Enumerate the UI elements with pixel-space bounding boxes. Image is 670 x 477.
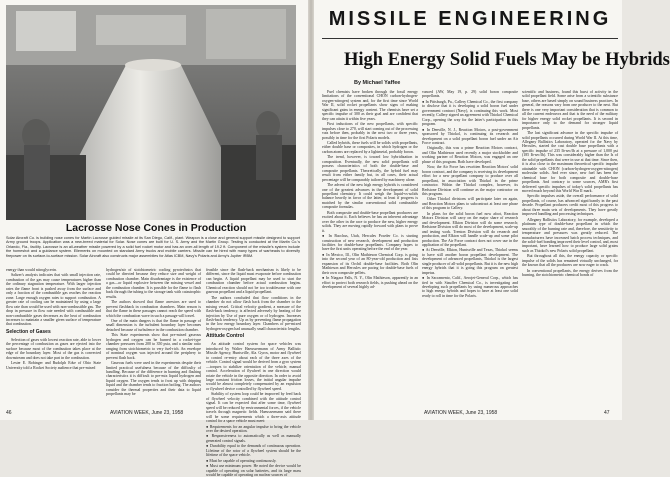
paragraph: Selection of gases with lowest reaction rate, able to lower the percentage of combustion as gases are ejected into the surface because most of the combustion takes place at the edge of the boundary layer. Most of the gas is convected downstream and does not take part in the combustion. [6, 337, 101, 360]
bullet-item: ● Requirements for an angular impulse to bring the vehicle over the desired operation. [206, 424, 301, 433]
bullet-item: ● Must use minimum power. He noted the device would be capable of operating on solar batteries, and its large mass would be capable of operating on nuclear sources of [206, 464, 301, 477]
bullet-item: ● In Mexico, Ill., Olin Mathieson Chemical Corp. is going into the second year of an 80-year-old production and lists expansion of its Orchil double-base facilities. Both Olin Mathieson and Hercules are pacing for double-base fuels of their own composite pellets. [322, 252, 418, 275]
subheading: Attitude Control [206, 333, 245, 340]
left-page [0, 0, 308, 477]
paragraph: Saltzer's analysis indicates that with small injection rate, combustion of the gas may cause temperatures higher than the ordinary stagnation temperature. With larger injection rates the flame front is pushed away from the surface and only a fraction of the combustible gas reaches the reaction zone. Large enough oxygen rates to support combustion. A greater rate of cooling can be maintained by using a large flow rate than would be used with non-combustible gas. The drop in pressure in flow rate needed with combustible and non-combustible gases decreases as the heat of combustion increases to maintain a smaller given surface of temperature that combustion. [6, 273, 101, 327]
paragraph: The authors showed that flame arrestors are used to prevent flashback in combustion chambers. Main reason is that the flame in these passages cannot reach the speed with which the combustion wave in such a passage will travel. [106, 300, 201, 318]
page-number: 46 [6, 410, 12, 416]
paragraph: This State experiments show that pre-mixed gaseous hydrogen and oxygen can be burned in a rocket-type chamber pressures from 200 to 350 psia, and a similar ratio ranging from stoichiometric to very fuel-rich. An envelope of nominal oxygen was injected around the periphery to prevent flash back. [106, 333, 201, 360]
paragraph: vanced (AW, May 19, p. 29) solid boron composite propellants. [422, 90, 518, 99]
paragraph: In plans for the solid boron fuel now afoot, Reaction Motors Division will carry on the major share of research and development. Elkton Division will do some research; Redstone Division will do most of the development, scale-up and testing work. Trenton Division will do research and production, and Elkton will handle scale-up and some pilot production. The Air Force contract does not cover use in the application of the propellant. [422, 211, 518, 247]
photo-caption-title: Lacrosse Nose Cones in Production [65, 222, 247, 234]
paragraph: Now, the Air Force has rewritten Reaction Motors' solid boron contract, and the company is receiving its development effort for a new propellant company to produce over all propellant, in association with Thiokol in the prime contractor. Within the Thiokol complex, however, its Redstone Division will continue as the major contractor on this program. [422, 165, 518, 196]
bullet-item: ● In Niagara Falls, N. Y., Olin Mathieson, apparently in an effort to protect both research fields, is pushing ahead on the development of several highly ad- [322, 276, 418, 290]
page-number: 47 [604, 410, 610, 416]
page-footer: AVIATION WEEK, June 23, 1958 [424, 410, 498, 416]
paragraph: energy than would nitroglycerin. [6, 268, 57, 272]
paragraph: Gaseous fuels were used in the experiments despite their limited practical usefulness because of the difficulty of handling. Because of the difference in burning and flashing characteristics it is difficult to pre-mix liquid hydrogen and liquid oxygen. The oxygen tends to frost up with dripping liquid and the chamber tends to fraction boiling. The authors consider the thermal properties and their data to liquid propellants may be [106, 361, 201, 397]
article-headline: High Energy Solid Fuels May be Hybrids [344, 50, 670, 70]
subheading: Selection of Gases [6, 328, 51, 335]
bullet-item: ● In Bacchus, Utah, Hercules Powder Co. is starting construction of new research, development and production facilities for double-base propellants. Company hopes to have the first units operating before the end of the year. [322, 234, 418, 252]
paragraph: scientific and business, found this burst of activity in the solid propellant field. Some arise from a scientific substance base, others are based simply on sound business practices. In general, the reasons vary from one producer to the next. But there is one very important consideration that is common to all the current endeavors and that is the need of the military for higher energy solid rocket propellants. It is second in importance only to the demand for stronger liquid propellants. [522, 90, 618, 130]
section-heading: MISSILE ENGINEERING [328, 8, 612, 30]
factory-photo-illustration [6, 5, 296, 220]
right-column-3 [522, 90, 618, 410]
right-page [314, 0, 670, 420]
paragraph: hydrogen/air of stoichiometric cooling pyrotechnics that could be directed because they reduce size and weight of combustion chamber. Main disadvantage is the existence of a gas—or liquid explosive between the missing vessel and the combustion chamber. It is possible for the flame to flash back through the tubing to the storage tank with catastrophic results. [106, 268, 201, 299]
nose-cone-photo [6, 5, 296, 220]
paragraph: Allegany Ballistics Laboratory, for example, developed a platinum type of double-base propellant in which the smoothly of the burning rate and, therefore, the sensitivity to temperature and pressures was greatly reduced. The manufacturers have increased batch process techniques, and the solid-fuel bonding improved their level control, and, most important, have learned how to produce large solid grains such as Thiokol's new Polaris solid propellant. [522, 217, 618, 253]
paragraph: An attitude control system for space vehicles was introduced by Walter Haeussermann of Army Ballistic Missile Agency, Huntsville, Ala. Gyros, motor and flywheel to control re-entry about each of the three axes of the vehicle. Control signal would be derived from a gyro system—torques to stabilize orientation of the vehicle, manual control. Acceleration of flywheel in one direction would rotate the vehicle in the opposite direction. In order to avoid large constant friction losses, the initial angular impulse would be almost completely compensated by an expulsion or flywheel device controlled by flywheel speed. [206, 342, 301, 391]
page-footer: AVIATION WEEK, June 23, 1958 [110, 410, 184, 416]
paragraph: One of the main dangers is that the flame in passage of small dimension is the turbulent boundary layer becomes detached because of turbulence in the combustion chamber. [106, 318, 201, 332]
paragraph: Both composite and double-base propellant producers are excited about it. Each believes he has an inherent advantage over the other in the race to produce the new, higher energy solids. They are moving rapidly forward with plans to prove it. [322, 210, 418, 233]
paragraph: Called hybrids, these fuels will be solids with propellants, either double base or composites, in which hydrogen or the carbon atoms are replaced by a lightmetal, probably boron. [322, 140, 418, 154]
paragraph: Lester E. Robinger and Rudolph Edse of Ohio State University told a Rocket Society audience that pre-mixed [6, 361, 101, 370]
article-byline: By Michael Yaffee [354, 80, 401, 86]
paragraph: Stability of system loop could be improved by feed back of flywheel velocity combined with the attitude control signal. It can be expected that after some time, flywheel speed will be reduced by environmental forces, if the vehicle travels through magnetic fields. Haeussermann said there will be some requirements which a three-axis attitude control for a space vehicle must meet: [206, 392, 301, 424]
bullet-item: ● In Pittsburgh, Pa., Callery Chemical Co., the first company to disclose that it is developing a solid boron fuel under government contract (Navy), is continuing this work. Most recently, Callery signed an agreement with Thiokol Chemical Corp., opening the way for the latter's participation in this program. [422, 99, 518, 127]
bullet-item: ● Durability equal to the demands of continuous operation. Lifetime of the rotor of a flywheel system should be the lifetime of the space vehicle. [206, 444, 301, 458]
left-column-1 [6, 268, 101, 410]
paragraph: First inductions of the new propellants, with specific impulses close to 270, will start coming out of the processing vats before then, probably in the next two or three years, possibly in time for the first Polaris models. [322, 122, 418, 140]
paragraph: In conventional propellants, the energy derives from the burning, the stoichiometric chemical bonds of [522, 268, 618, 278]
bullet-item: ● In Sacramento, Calif., Aerojet-General Corp., which has tied in with Stauffer Chemical Co., is investigating and developing such propellants by using numerous approaches to high energy hybrids and hopes to have at least one solid ready to roll in time for the Polaris. [422, 276, 518, 298]
paragraph: Other Thiokol divisions will participate later on again, and Reaction Motors plans to subcontract at least one phase of this program to Callery. [422, 197, 518, 211]
section-rule [322, 38, 618, 39]
right-column-2 [422, 90, 518, 410]
right-column-1 [322, 90, 418, 410]
photo-caption-body: Solar Aircraft Co. is building nose cones for Martin Lacrosse guided missile at its San Diego, Calif., plant. Weapon is a close and general support missile designed to support Army ground troops. Application was a new-breed material for Solar. Nose cones are built for U. S. Army and the Martin Group. Testing is conducted at the Martin Co.'s Orlando, Fla., facility. Lacrosse is an all-weather missile powered by a solid fuel rocket motor and has an over-all length of 19.2 ft. Component of the missile's system include the homeshot and a guidance system. Ellements on mounted on standard Army trucks and mobile carriers. Missile can be hired with many types of warheads to diversify firepower on its surface-to-surface mission. Solar Aircraft also constructs major assemblies for Atlas ICBM, Navy's Polaris and Army's Jupiter IRBM. [6, 236, 300, 258]
paragraph: Fuel chemists have broken through the fossil energy limitations of the conventional CHON carbon-hydrogen-oxygen-nitrogen) system and, for the first time since World War II, solid rocket propellants show signs of making significant gains in energy content. The chemists have set a specific impulse of 300 as their goal and are confident that they can attain it within five years. [322, 90, 418, 121]
bullet-item: ● Responsiveness to automatically as well as manually generated control signals. [206, 434, 301, 443]
paragraph: The trend, however, is toward low hybridization in composition. Eventually, the new solid propellants will possess characteristics of both the double-base and composite propellants. Theoretically, the hybrid fuel may result from either family but, in all cases, their actual percentage will be comparably tailored by machinery alone. [322, 155, 418, 182]
paragraph: The authors concluded that flow conditions in the chamber do not allow flash back from the chamber to the mixing vessel. Critical velocity gradient, a measure of the flash-back tendency, is affected adversely by heating of the injection by Use of pure oxygen or of hydrogen. Increases flash-back tendency. Up as by preventing flame propagation in the low energy boundary layer. Chambers of pre-mixed hydrogen-oxygen had unusually small characteristic lengths. [206, 295, 301, 331]
bullet-item: ● In Denville, N. J., Reaction Motors, a post-government sponsored by Thiokol, is continuing its research and development on a solid propellant boron fuel under an Air Force contract. [422, 127, 518, 145]
paragraph: But throughout all this, the energy capacity or specific impulse of the solids has remained virtually unchanged, for the known that all the producers are now eager to crack. [522, 254, 618, 268]
left-column-3 [206, 268, 301, 477]
paragraph: The advent of the new high energy hybrids is considered one of the greatest advances in the development of solid propellant chemistry. It could weigh the liquid-vs-solids balance heavily in favor of the latter, at least if progress is matched by the similar conventional solid combustible composite formulas. [322, 183, 418, 210]
bullet-item: ● Must be capable of operating continuously. [206, 458, 277, 463]
paragraph: feasible since the flash-back mechanism is likely to be different, since the liquid must evaporate before combustion can begin. A liquid propellant may be used to start the combustion chamber before actual combustion begins. Chemical reaction should not be too troublesome with one gaseous propellant and a liquid propellant. [206, 268, 301, 295]
paragraph: The last significant advance in the specific impulse of solid propellants occurred during World War II. At this time, Allegany Ballistics Laboratory, operated for the Navy by Hercules, started the cast double base propellants with a specific impulse of 235 lb-sec/lb at a pressure of 1,000 psi (185 lb-sec/lb). This was considerably higher than the Is of the solid propellants that were in use at that time. Since then, it is also close to the maximum theoretical specific impulse attainable with CHON (carbon-hydrogen-oxygen-nitrogen) molecular solids. And ever since, new fuel has been the chemical base for both composite and double-base propellants. And contrary to some sources, AMR's first delivered specific impulses of today's solid propellants has moved much beyond this World War II mark. [522, 131, 618, 193]
paragraph: Originally, this was a prime Reaction Motors contract, and Olin Mathieson used recently a major stockholder and working partner of Reaction Motors, was engaged on one phase of this program. Both have developed. [422, 146, 518, 164]
paragraph: Specific impulses aside, the overall performance of solid propellants, of course, has advanced significantly in the past decade. Propellant producers credit most of this progress to about three main sets of developments. They have greatly improved handling and processing techniques. [522, 194, 618, 217]
bullet-item: ● At Denville, Elkton, Huntsville and Texas, Thiokol seems to have still another boron propellant development. The development of advanced propellants, Thiokol is the largest single producer of all-solid propellants. But it is the new high energy hybrids that it is going this program on greatest impetus. [422, 248, 518, 275]
left-column-2 [106, 268, 201, 410]
